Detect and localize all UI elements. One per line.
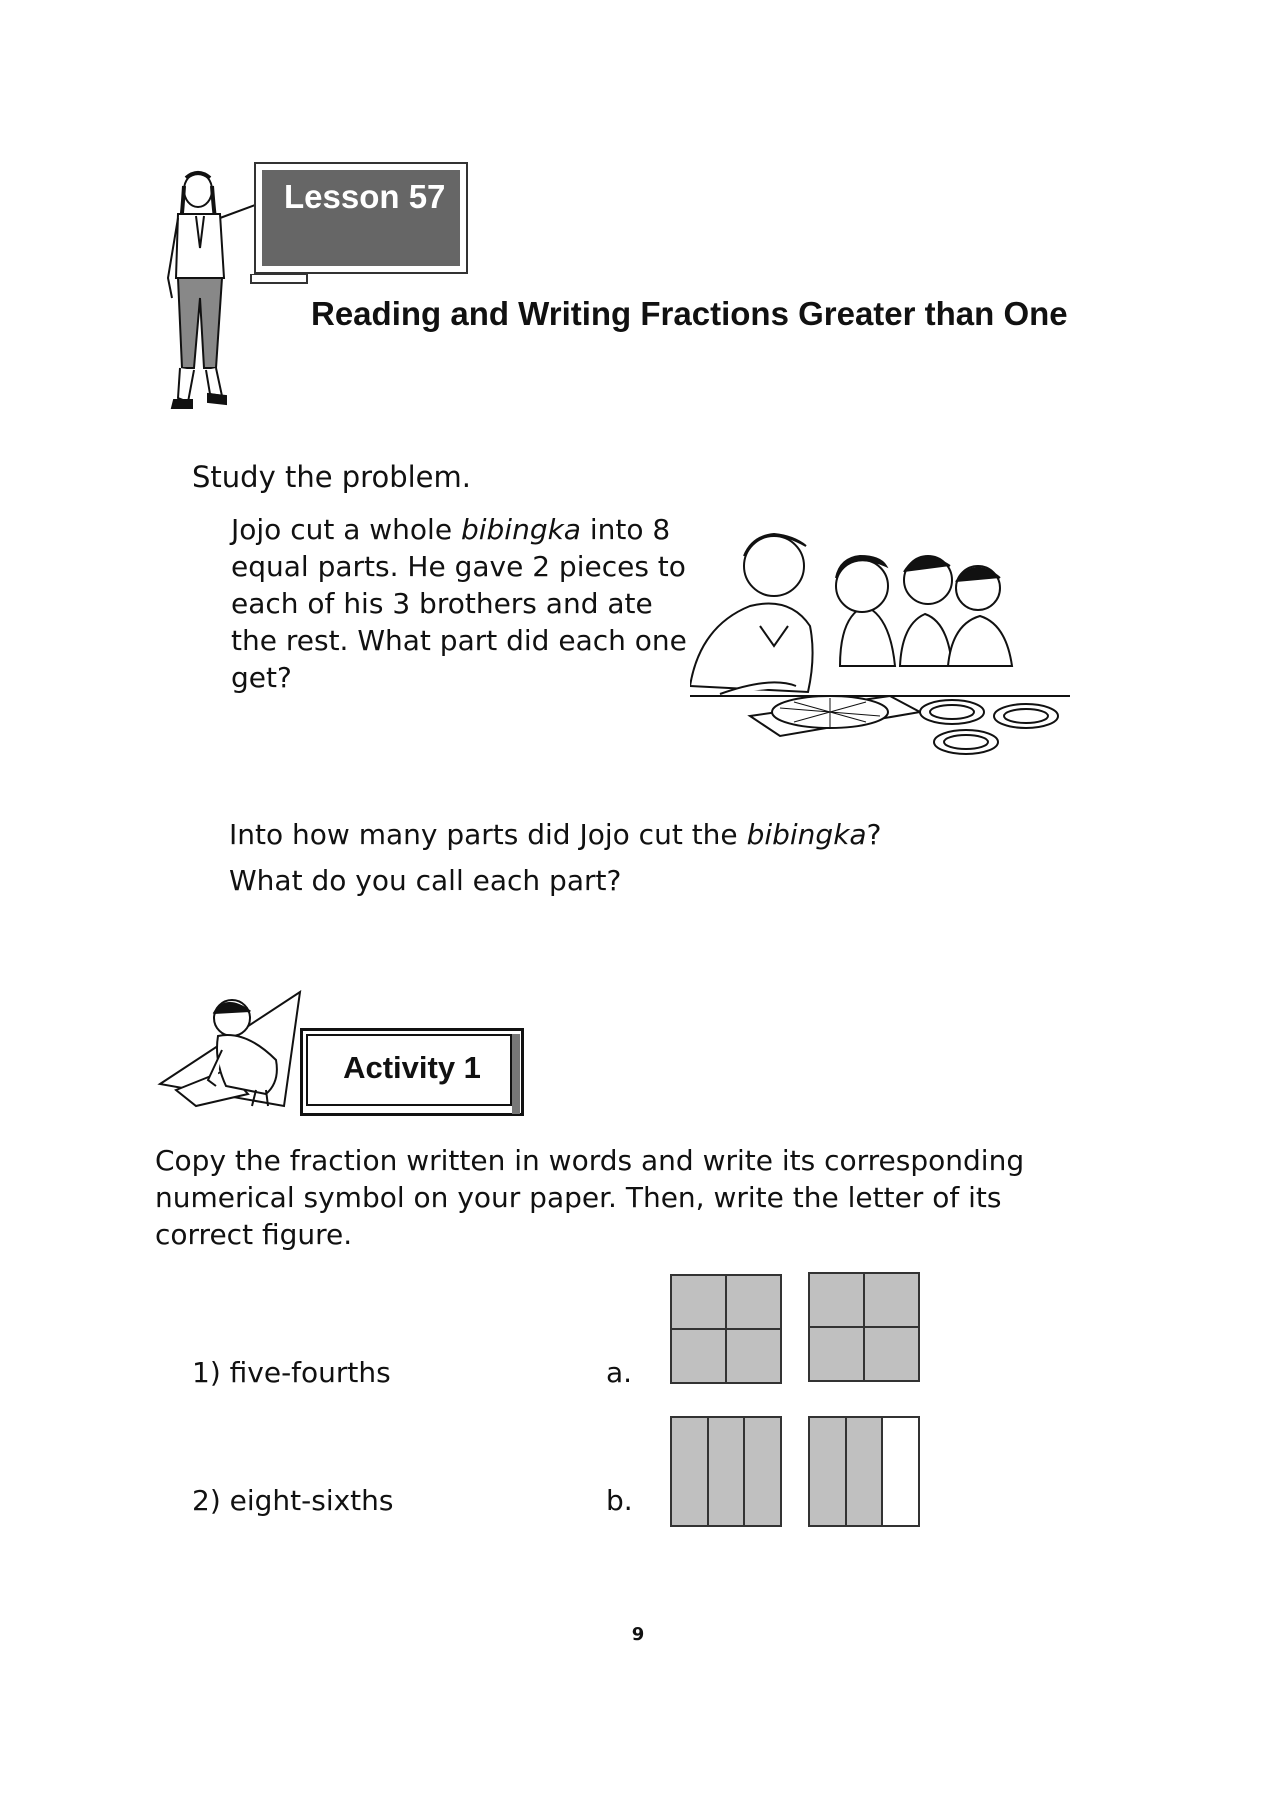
activity-banner-bevel: [512, 1034, 520, 1114]
fraction-item-1: 1) five-fourths: [192, 1356, 391, 1389]
figure-a-part: [672, 1330, 725, 1382]
girl-drawing-illustration: [156, 990, 306, 1110]
question-2: What do you call each part?: [229, 864, 622, 897]
figure-a-part: [810, 1328, 863, 1380]
figure-a-whole-1: [670, 1274, 782, 1384]
page-number: 9: [631, 1624, 645, 1645]
figure-b-part: [810, 1418, 845, 1525]
activity-title: Activity 1: [343, 1050, 481, 1085]
figure-a-part: [865, 1274, 918, 1326]
word-problem: Jojo cut a whole bibingka into 8 equal parts. He gave 2 pieces to each of his 3 brothers and ate the rest. What part did each one get?: [231, 513, 687, 694]
figure-b-part-unshaded: [883, 1418, 918, 1525]
figure-a-part: [865, 1328, 918, 1380]
figure-b-part: [709, 1418, 744, 1525]
figure-a-part: [727, 1330, 780, 1382]
activity-instructions: Copy the fraction written in words and write its corresponding numerical symbol on your paper. Then, write the letter of its correct figure.: [155, 1144, 1025, 1251]
study-prompt: Study the problem.: [192, 460, 471, 494]
figure-b-whole-1: [670, 1416, 782, 1527]
figure-a-part: [727, 1276, 780, 1328]
figure-b-whole-2: [808, 1416, 920, 1527]
figure-a-part: [672, 1276, 725, 1328]
question-1: Into how many parts did Jojo cut the bibingka?: [229, 818, 882, 851]
fraction-item-2: 2) eight-sixths: [192, 1484, 394, 1517]
children-sharing-bibingka-illustration: [690, 516, 1070, 756]
figure-letter-a: a.: [606, 1356, 633, 1389]
lesson-title: Reading and Writing Fractions Greater than One: [311, 295, 1068, 332]
lesson-number: Lesson 57: [284, 178, 446, 215]
figure-letter-b: b.: [606, 1484, 633, 1517]
figure-b-part: [672, 1418, 707, 1525]
figure-b-part: [847, 1418, 882, 1525]
figure-b-part: [745, 1418, 780, 1525]
chalkboard-ledge: [250, 274, 308, 284]
figure-a-part: [810, 1274, 863, 1326]
figure-a-whole-2: [808, 1272, 920, 1382]
